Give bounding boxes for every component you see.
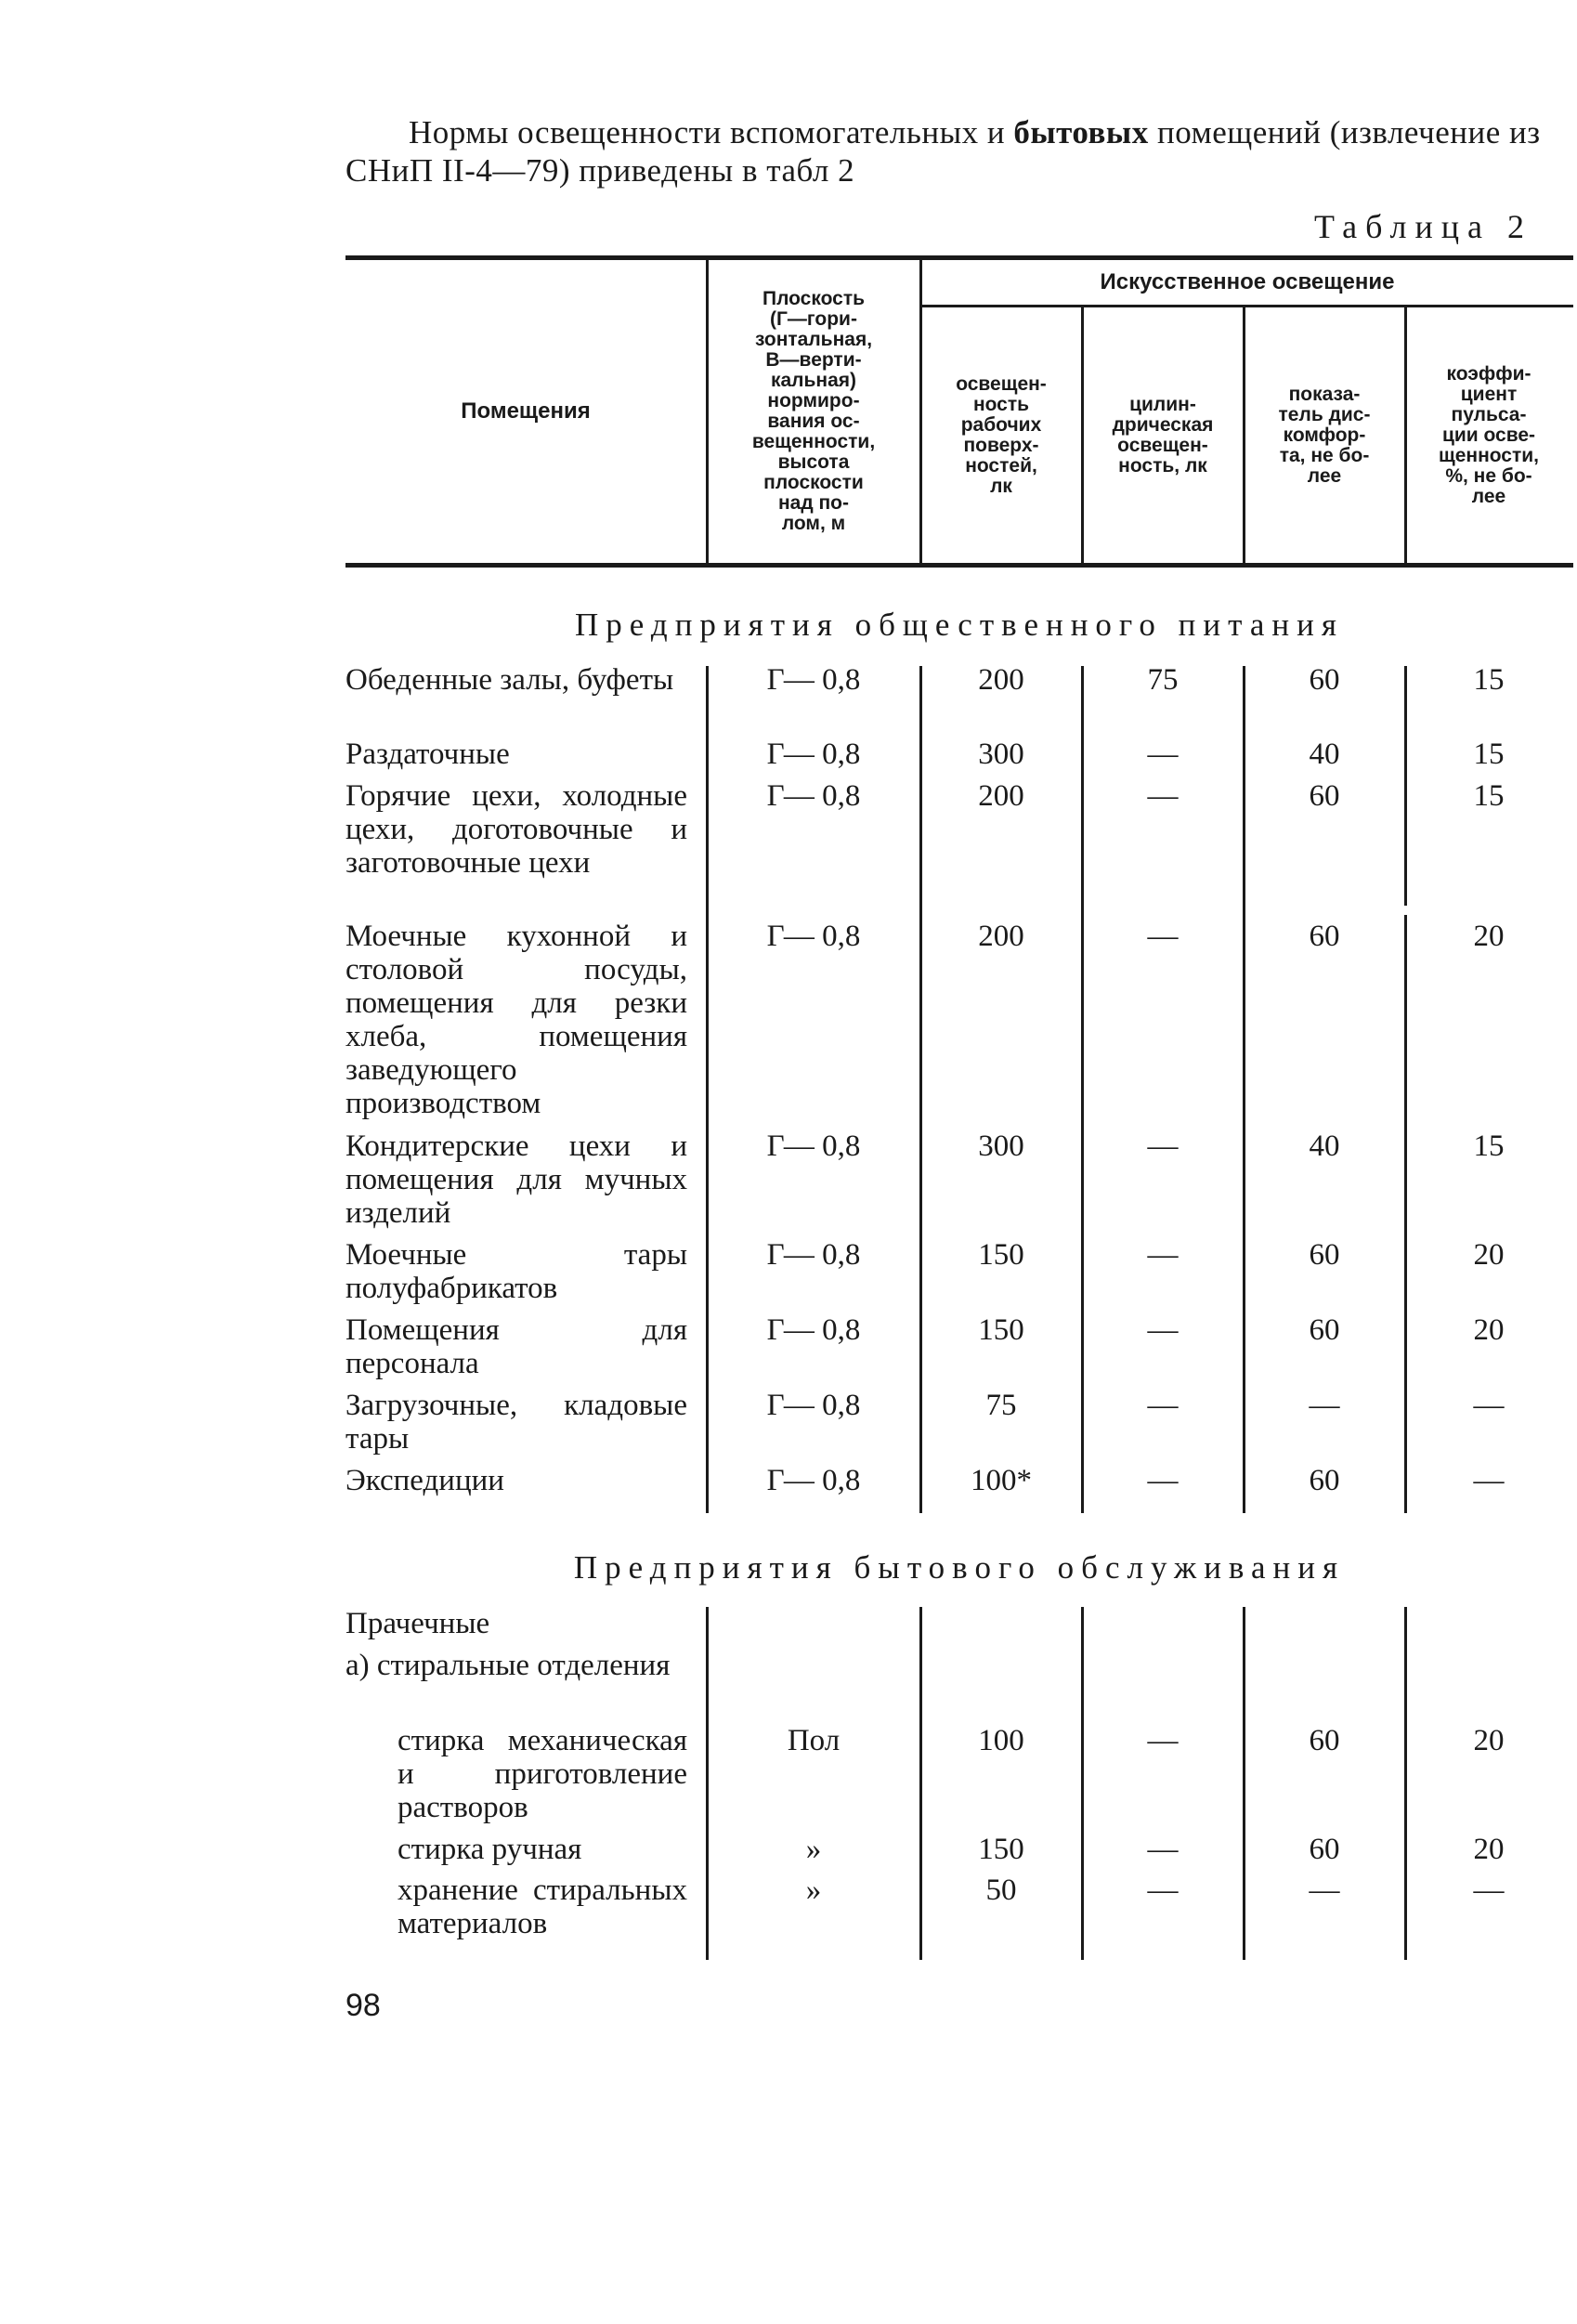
header-work-surface-illuminance: [921, 309, 1081, 562]
table-label: Таблица 2: [1314, 208, 1532, 245]
header-rooms-label: Помещения: [461, 398, 591, 424]
table-cell-cylindrical: 75: [1147, 663, 1179, 697]
table-cell-illuminance: 150: [978, 1313, 1024, 1347]
table-cell-plane: Г— 0,8: [766, 663, 861, 697]
table-cell-pulsation: 15: [1473, 738, 1505, 771]
subgroup-heading-washing-departments: а) стиральные отделения: [345, 1649, 671, 1682]
column-divider: [919, 1607, 922, 1960]
header-cylindrical-illuminance: [1083, 309, 1243, 562]
table-cell-pulsation: 20: [1473, 1313, 1505, 1347]
header-plane-line: зонтальная,: [754, 329, 873, 350]
intro-text-end: помещений (извлечение из СНиП II-4—79) приведены в табл 2: [345, 114, 1541, 189]
header-plane: [708, 260, 919, 563]
table-row-room: Кондитерские цехи и помещения для мучных изделий: [345, 1129, 687, 1230]
table-cell-cylindrical: —: [1147, 738, 1179, 771]
header-c4-line: ции осве-: [1441, 424, 1536, 446]
intro-paragraph: [345, 113, 1571, 189]
header-plane-line: (Г—гори-: [770, 308, 857, 330]
table-cell-cylindrical: —: [1147, 1724, 1179, 1757]
header-c3-text: [1279, 385, 1371, 487]
table-cell-plane: Г— 0,8: [766, 920, 861, 953]
table-cell-cylindrical: —: [1147, 1874, 1179, 1907]
header-plane-line: В—верти-: [765, 349, 862, 371]
table-row-room: хранение стиральных материалов: [398, 1874, 687, 1940]
table-cell-discomfort: 60: [1309, 779, 1340, 813]
header-c2-text: [1113, 395, 1214, 477]
table-cell-plane: Г— 0,8: [766, 1464, 861, 1497]
table-cell-plane: Г— 0,8: [766, 779, 861, 813]
header-c3-line: показа-: [1288, 384, 1361, 405]
table-cell-discomfort: 60: [1309, 920, 1340, 953]
table-row-room: Моечные тары полуфабрикатов: [345, 1238, 687, 1305]
table-cell-discomfort: —: [1309, 1874, 1340, 1907]
table-cell-pulsation: 15: [1473, 1129, 1505, 1163]
table-cell-illuminance: 100*: [971, 1464, 1032, 1497]
table-cell-cylindrical: —: [1147, 1313, 1179, 1347]
table-cell-pulsation: 15: [1473, 779, 1505, 813]
header-c4-line: щенности,: [1438, 445, 1540, 466]
table-cell-discomfort: —: [1309, 1389, 1340, 1422]
table-row-room: Раздаточные: [345, 738, 510, 771]
header-plane-line: лом, м: [781, 513, 846, 534]
header-plane-line: кальная): [770, 370, 857, 391]
table-cell-plane: Г— 0,8: [766, 1313, 861, 1347]
table-cell-illuminance: 300: [978, 738, 1024, 771]
table-cell-plane: Г— 0,8: [766, 1389, 861, 1422]
table-row-room: Обеденные залы, буфеты: [345, 663, 674, 697]
table-cell-plane: Пол: [787, 1724, 841, 1757]
header-c3-line: та, не бо-: [1279, 445, 1370, 466]
table-cell-illuminance: 150: [978, 1238, 1024, 1272]
column-divider: [1404, 915, 1407, 1513]
header-c3-line: тель дис-: [1278, 404, 1371, 425]
table-cell-cylindrical: —: [1147, 1129, 1179, 1163]
table-cell-illuminance: 200: [978, 779, 1024, 813]
header-artificial-label: Искусственное освещение: [1100, 269, 1395, 294]
table-cell-discomfort: 60: [1309, 1313, 1340, 1347]
table-cell-pulsation: —: [1473, 1389, 1505, 1422]
table-row-room: Горячие цехи, холодные цехи, доготовочные и заготовочные цехи: [345, 779, 687, 880]
table-cell-plane: Г— 0,8: [766, 1238, 861, 1272]
header-rooms: [345, 262, 706, 561]
table-cell-plane: Г— 0,8: [766, 738, 861, 771]
header-c1-text: [956, 374, 1047, 497]
header-plane-line: плоскости: [763, 472, 864, 493]
header-c1-line: поверх-: [963, 435, 1039, 456]
table-cell-cylindrical: —: [1147, 779, 1179, 813]
table-cell-pulsation: —: [1473, 1874, 1505, 1907]
table-cell-pulsation: 20: [1473, 1724, 1505, 1757]
header-c1-line: ностей,: [965, 455, 1037, 477]
table-row-room: Моечные кухонной и столовой посуды, помещения для резки хлеба, помещения заведующего производством: [345, 920, 687, 1120]
table-cell-plane: »: [805, 1874, 822, 1907]
table-cell-discomfort: 40: [1309, 1129, 1340, 1163]
intro-text-start: Нормы освещенности вспомогательных и: [409, 114, 1014, 150]
header-c1-line: рабочих: [960, 414, 1042, 436]
table-cell-discomfort: 40: [1309, 738, 1340, 771]
table-cell-illuminance: 200: [978, 663, 1024, 697]
table-cell-illuminance: 300: [978, 1129, 1024, 1163]
column-divider: [1081, 1607, 1084, 1960]
header-plane-line: Плоскость: [762, 288, 866, 309]
header-plane-text: [752, 289, 875, 534]
table-cell-plane: »: [805, 1833, 822, 1866]
table-cell-discomfort: 60: [1309, 1833, 1340, 1866]
header-c4-line: %, не бо-: [1445, 465, 1532, 487]
table-cell-discomfort: 60: [1309, 1238, 1340, 1272]
table-cell-cylindrical: —: [1147, 920, 1179, 953]
header-plane-line: вания ос-: [767, 411, 860, 432]
header-plane-line: над по-: [777, 492, 850, 514]
table-cell-illuminance: 100: [978, 1724, 1024, 1757]
table-cell-discomfort: 60: [1309, 1724, 1340, 1757]
page-number: 98: [345, 1988, 381, 2023]
header-plane-line: вещенности,: [751, 431, 876, 452]
header-artificial-lighting: [921, 262, 1573, 303]
table-cell-pulsation: 20: [1473, 920, 1505, 953]
section-title-consumer-services: Предприятия бытового обслуживания: [573, 1549, 1346, 1586]
header-c1-line: освещен-: [956, 373, 1047, 395]
header-c2-line: цилин-: [1129, 394, 1196, 415]
header-c3-line: лее: [1307, 465, 1342, 487]
table-cell-discomfort: 60: [1309, 663, 1340, 697]
column-divider: [706, 1607, 709, 1960]
table-cell-cylindrical: —: [1147, 1464, 1179, 1497]
header-c4-line: лее: [1471, 486, 1506, 507]
table-row-room: стирка ручная: [398, 1833, 582, 1866]
table-cell-illuminance: 200: [978, 920, 1024, 953]
header-c2-line: освещен-: [1117, 435, 1208, 456]
header-c1-line: лк: [990, 476, 1012, 497]
table-cell-pulsation: 20: [1473, 1238, 1505, 1272]
header-c4-line: коэффи-: [1446, 363, 1531, 385]
table-cell-cylindrical: —: [1147, 1389, 1179, 1422]
table-row-room: Экспедиции: [345, 1464, 504, 1497]
group-heading-laundries: Прачечные: [345, 1607, 490, 1640]
table-cell-cylindrical: —: [1147, 1833, 1179, 1866]
column-divider: [1404, 1607, 1407, 1960]
table-top-rule: [345, 255, 1573, 260]
table-cell-cylindrical: —: [1147, 1238, 1179, 1272]
artificial-lighting-subrule: [921, 305, 1573, 307]
table-cell-discomfort: 60: [1309, 1464, 1340, 1497]
header-plane-line: высота: [777, 451, 850, 473]
table-cell-pulsation: 15: [1473, 663, 1505, 697]
table-row-room: стирка механическая и приготовление растворов: [398, 1724, 687, 1824]
header-c4-line: пульса-: [1451, 404, 1527, 425]
header-c2-line: ность, лк: [1118, 455, 1207, 477]
intro-bold-word: бытовых: [1013, 114, 1149, 150]
column-divider: [1243, 1607, 1245, 1960]
table-row-room: Загрузочные, кладовые тары: [345, 1389, 687, 1456]
header-discomfort-index: [1245, 309, 1404, 562]
table-row-room: Помещения для персонала: [345, 1313, 687, 1380]
table-cell-pulsation: —: [1473, 1464, 1505, 1497]
section-title-catering: Предприятия общественного питания: [575, 607, 1344, 643]
header-plane-line: нормиро-: [767, 390, 860, 411]
header-bottom-rule: [345, 563, 1573, 568]
header-pulsation-coefficient: [1406, 309, 1571, 562]
table-cell-pulsation: 20: [1473, 1833, 1505, 1866]
table-cell-plane: Г— 0,8: [766, 1129, 861, 1163]
table-cell-illuminance: 75: [985, 1389, 1017, 1422]
header-c4-text: [1439, 364, 1539, 507]
header-c3-line: комфор-: [1283, 424, 1366, 446]
header-c2-line: дрическая: [1112, 414, 1214, 436]
table-cell-illuminance: 50: [985, 1874, 1017, 1907]
table-cell-illuminance: 150: [978, 1833, 1024, 1866]
header-c4-line: циент: [1460, 384, 1518, 405]
header-c1-line: ность: [972, 394, 1030, 415]
